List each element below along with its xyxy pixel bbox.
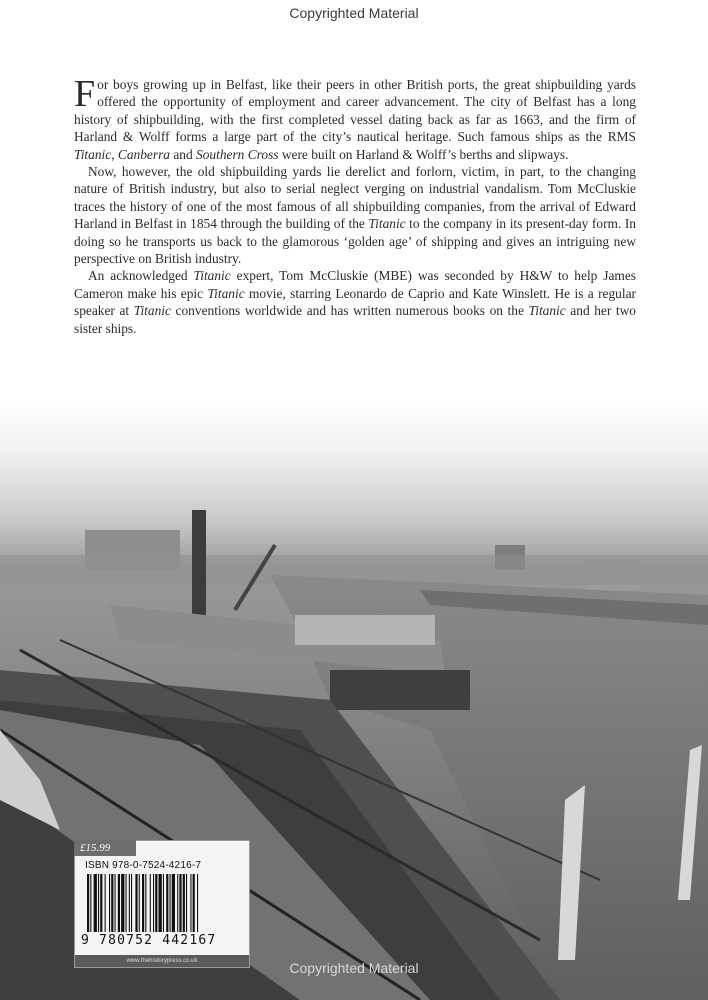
italic-title: Titanic [193, 268, 231, 284]
barcode-bar [179, 874, 181, 932]
barcode-bar [183, 874, 185, 932]
barcode-bar [98, 874, 99, 932]
barcode-bar [109, 874, 110, 932]
drop-cap: F [74, 73, 96, 115]
barcode-bar [118, 874, 120, 932]
barcode-bar [111, 874, 113, 932]
italic-title: Titanic [133, 303, 171, 319]
barcode-bar [129, 874, 130, 932]
publisher-url: www.thehistorypress.co.uk [75, 955, 249, 967]
text-run: or boys growing up in Belfast, like their peers in other British ports, the great shipbuilding yards offered the opportunity of employment and career advancement. The city of Belfast has a long history of shipbuilding, with the first completed vessel dating back as far as 1663, and the firm of Harland & Wolff forms a large part of the city’s nautical heritage. Such famous ships as the RMS [74, 77, 636, 145]
barcode-bar [90, 874, 91, 932]
copyright-watermark-bottom: Copyrighted Material [289, 960, 419, 976]
text-run: to the company in its present-day form. In doing so he transports us back to the glamorous ‘golden age’ of shipping and gives an intriguing new perspective on British industry. [74, 216, 637, 267]
barcode-panel [74, 840, 250, 968]
text-run: and [170, 146, 197, 162]
italic-title: Titanic [74, 146, 112, 162]
barcode-bar [115, 874, 116, 932]
barcode-bar [155, 874, 157, 932]
barcode-bar [135, 874, 137, 932]
barcode-bar [177, 874, 178, 932]
barcode-bar [105, 874, 106, 932]
text-run: were built on Harland & Wolff’s berths and slipways. [278, 146, 569, 162]
barcode-bar [186, 874, 187, 932]
blurb-paragraph-3 [74, 267, 636, 337]
barcode-bar [197, 874, 198, 932]
blurb-text [74, 73, 637, 337]
barcode-digits: 9 780752 442167 [81, 933, 217, 948]
barcode-bar [100, 874, 102, 932]
barcode-bar [94, 874, 97, 932]
blurb-paragraph-1 [74, 73, 636, 163]
barcode-bar [193, 874, 195, 932]
barcode-bar [190, 874, 191, 932]
text-run: conventions worldwide and has written numerous books on the [170, 303, 529, 319]
italic-title: Southern Cross [196, 146, 279, 162]
barcode-bar [87, 874, 89, 932]
text-run: Now, however, the old shipbuilding yards lie derelict and forlorn, victim, in part, to the changing nature of British industry, but also to serial neglect verging on industrial vandalism. Tom McCluskie traces the history of one of the most famous of all shipbuilding companies, from the arrival of Edward Harland in Belfast in 1854 through the building of the [74, 164, 636, 232]
barcode-bar [166, 874, 168, 932]
blurb-paragraph-2 [74, 163, 636, 267]
text-run: and her two sister ships. [74, 303, 637, 336]
text-run: , [111, 146, 118, 162]
price-label: £15.99 [74, 840, 136, 856]
barcode-bar [163, 874, 164, 932]
italic-title: Canberra [117, 146, 170, 162]
isbn-text: ISBN 978-0-7524-4216-7 [85, 860, 202, 871]
barcode-bar [172, 874, 175, 932]
italic-title: Titanic [207, 285, 245, 301]
barcode-bar [170, 874, 171, 932]
barcode-bar [121, 874, 124, 932]
barcode-bar [145, 874, 146, 932]
italic-title: Titanic [368, 216, 406, 232]
barcode-bar [153, 874, 154, 932]
barcode-bar [139, 874, 140, 932]
barcode-bar [159, 874, 162, 932]
text-run: movie, starring Leonardo de Caprio and Kate Winslett. He is a regular speaker at [74, 285, 636, 319]
barcode-bars [85, 874, 241, 932]
barcode-bar [150, 874, 151, 932]
barcode-bar [142, 874, 144, 932]
text-run: An acknowledged [88, 268, 194, 284]
copyright-watermark-top: Copyrighted Material [289, 5, 419, 21]
italic-title: Titanic [528, 303, 566, 319]
barcode-bar [126, 874, 127, 932]
text-run: expert, Tom McCluskie (MBE) was seconded by H&W to help James Cameron make his epic [74, 268, 636, 301]
barcode-bar [131, 874, 132, 932]
